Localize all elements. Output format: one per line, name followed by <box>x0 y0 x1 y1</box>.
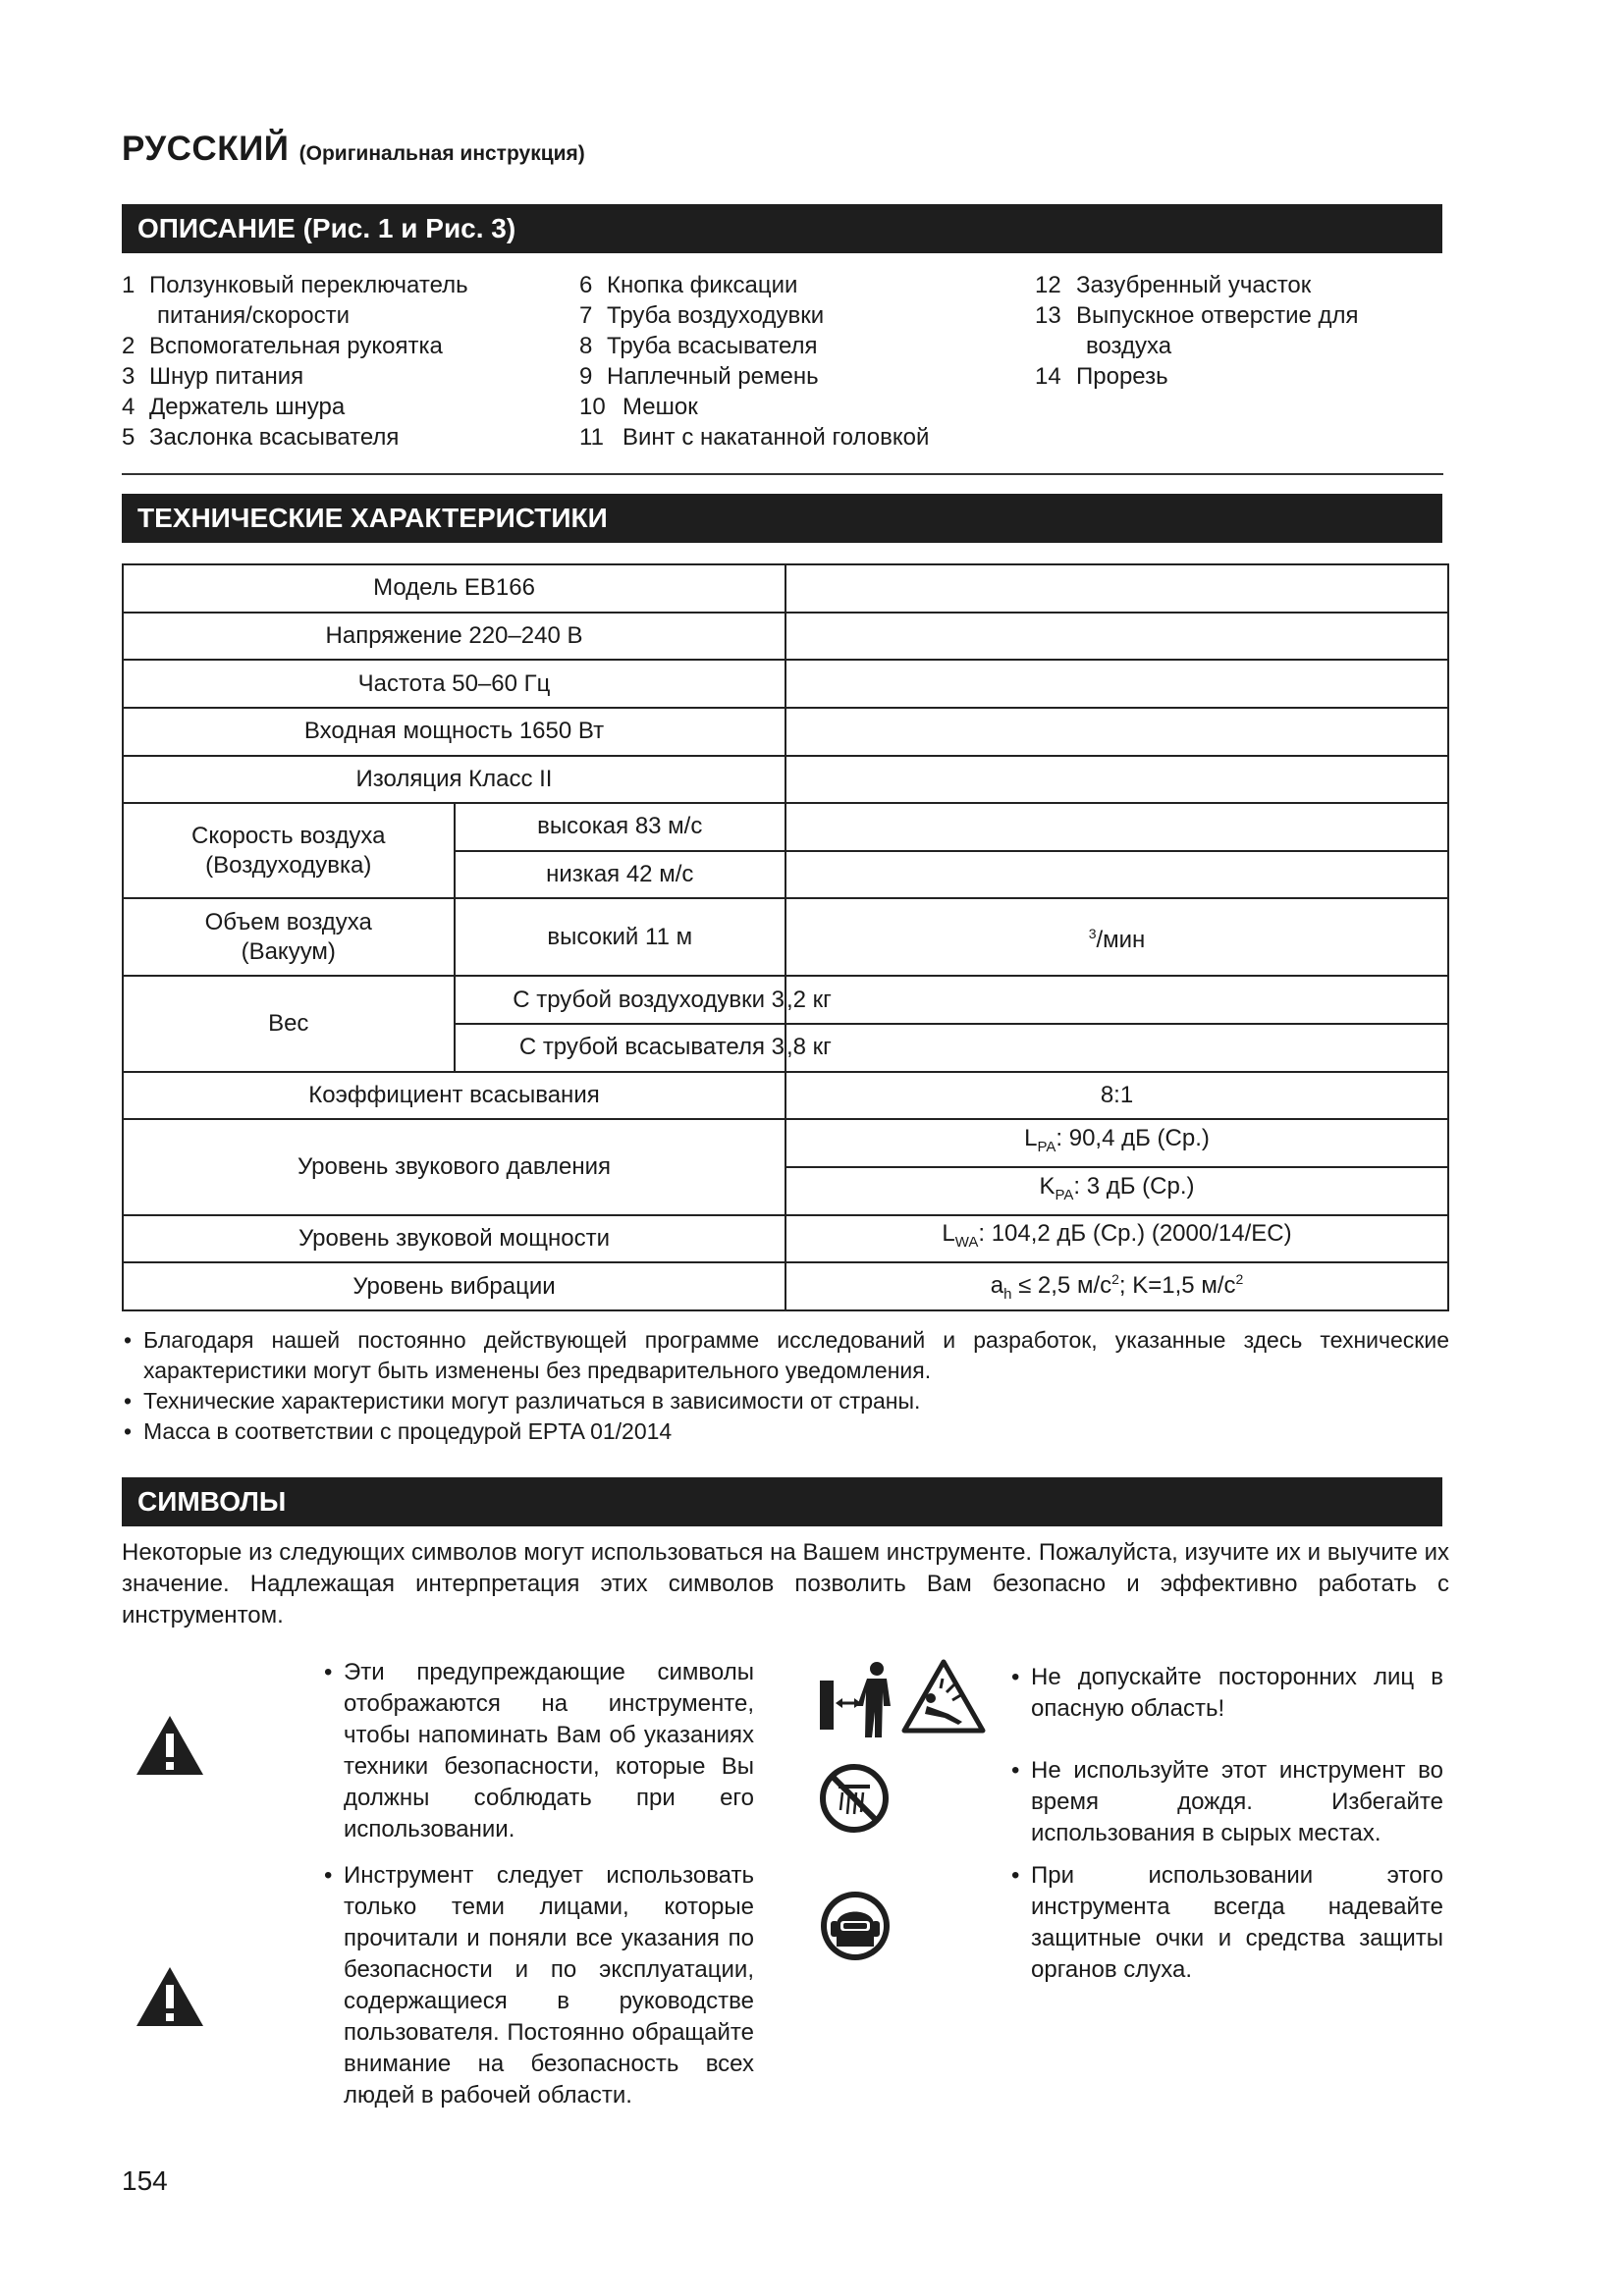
note-item: • Благодаря нашей постоянно действующей программе исследований и разработок, указанные здесь технические характеристики могут быть изменены без предварительного уведомления. <box>124 1327 1449 1383</box>
table-row <box>123 1262 1448 1310</box>
spec-empty-cell <box>785 660 1448 708</box>
symbol-text-warning-2: • Инструмент следует использовать только теми лицами, которые прочитали и поняли все указания по безопасности и по эксплуатации, содержащиеся в руководстве пользователя. Постоянно обращайте внимание на безопасность всех людей в рабочей области. <box>324 1862 754 2109</box>
list-item: 2 Вспомогательная рукоятка <box>122 333 443 359</box>
spec-suction-value: 8:1 <box>785 1072 1448 1120</box>
spec-weight-vacuum-b: ,8 кг <box>785 1024 1448 1072</box>
list-item: 1 Ползунковый переключатель <box>122 272 468 298</box>
spec-air-speed-low: низкая 42 м/с <box>455 851 786 899</box>
table-row <box>123 613 1448 661</box>
list-item: 11 Винт с накатанной головкой <box>579 424 930 451</box>
table-row <box>123 1072 1448 1120</box>
spec-frequency: Частота 50–60 Гц <box>123 660 785 708</box>
spec-empty-cell <box>785 756 1448 804</box>
symbol-text-rain: • Не используйте этот инструмент во время дождя. Избегайте использования в сырых местах. <box>1011 1757 1443 1846</box>
list-item: 7 Труба воздуходувки <box>579 302 825 329</box>
list-item: 3 Шнур питания <box>122 363 304 390</box>
specs-table <box>122 563 1449 1311</box>
specs-notes <box>122 1325 1449 1447</box>
no-rain-icon <box>819 1763 890 1834</box>
table-row <box>123 1119 1448 1167</box>
spec-empty-cell <box>785 613 1448 661</box>
list-item: 8 Труба всасывателя <box>579 333 818 359</box>
list-item-continuation: воздуха <box>1086 333 1172 359</box>
symbol-text-bystanders: • Не допускайте посторонних лиц в опасную область! <box>1011 1664 1443 1722</box>
spec-lpa: $L_{PA}$: 90,4 дБ (Ср.) <box>785 1119 1448 1167</box>
page-number: 154 <box>122 2165 168 2196</box>
symbols-section-header: СИМВОЛЫ <box>122 1477 1442 1526</box>
note-item: • Технические характеристики могут различаться в зависимости от страны. <box>124 1388 921 1414</box>
section-divider <box>122 473 1443 475</box>
specs-section-header: ТЕХНИЧЕСКИЕ ХАРАКТЕРИСТИКИ <box>122 494 1442 543</box>
description-section-header: ОПИСАНИЕ (Рис. 1 и Рис. 3) <box>122 204 1442 253</box>
spec-weight-vacuum-a: С трубой всасывателя 3 <box>455 1024 786 1072</box>
spec-voltage: Напряжение 220–240 В <box>123 613 785 661</box>
spec-vibration-label: Уровень вибрации <box>123 1262 785 1310</box>
list-item: 13 Выпускное отверстие для <box>1035 302 1359 329</box>
spec-empty-cell <box>785 708 1448 756</box>
description-list-col-2 <box>579 270 929 453</box>
spec-air-volume-value: высокий 11 м <box>455 898 786 976</box>
spec-pressure-label: Уровень звукового давления <box>123 1119 785 1214</box>
spec-empty-cell <box>785 803 1448 851</box>
spec-air-volume-label: Объем воздуха (Вакуум) <box>123 898 455 976</box>
symbol-text-warning-1: • Эти предупреждающие символы отображаются на инструменте, чтобы напоминать Вам об указаниях техники безопасности, которые Вы должны соблюдать при его использовании. <box>324 1659 754 1842</box>
language-heading <box>122 130 585 169</box>
spec-input-power: Входная мощность 1650 Вт <box>123 708 785 756</box>
spec-model: Модель EB166 <box>123 564 785 613</box>
table-row <box>123 756 1448 804</box>
warning-triangle-icon <box>135 1714 205 1777</box>
table-row <box>123 660 1448 708</box>
spec-power-label: Уровень звуковой мощности <box>123 1215 785 1263</box>
spec-insulation: Изоляция Класс II <box>123 756 785 804</box>
list-item: 14 Прорезь <box>1035 363 1168 390</box>
description-list-col-3 <box>1035 270 1359 392</box>
list-item: 10 Мешок <box>579 394 698 420</box>
list-item: 4 Держатель шнура <box>122 394 346 420</box>
note-item: • Масса в соответствии с процедурой EPTA 01/2014 <box>124 1418 673 1444</box>
symbol-text-protection: • При использовании этого инструмента всегда надевайте защитные очки и средства защиты органов слуха. <box>1011 1862 1443 1983</box>
specs-table-wrapper <box>122 563 1449 1311</box>
spec-vibration-value: $a_h \le 2,5$ $м/с^2$; K=1,5 $м/с^2$ <box>785 1262 1448 1310</box>
spec-air-speed-label: Скорость воздуха (Воздуходувка) <box>123 803 455 898</box>
spec-empty-cell <box>785 564 1448 613</box>
eye-ear-protection-icon <box>819 1890 892 1962</box>
spec-weight-blower-b: ,2 кг <box>785 976 1448 1024</box>
list-item: 5 Заслонка всасывателя <box>122 424 400 451</box>
spec-air-speed-high: высокая 83 м/с <box>455 803 786 851</box>
language-subtitle: (Оригинальная инструкция) <box>298 142 585 165</box>
spec-lwa: $L_{WA}$: 104,2 дБ (Ср.) (2000/14/EC) <box>785 1215 1448 1263</box>
spec-weight-blower-a: С трубой воздуходувки 3 <box>455 976 786 1024</box>
flying-debris-warning-icon <box>901 1659 986 1734</box>
table-row <box>123 564 1448 613</box>
table-row <box>123 1215 1448 1263</box>
table-row <box>123 976 1448 1024</box>
symbols-intro: Некоторые из следующих символов могут использоваться на Вашем инструменте. Пожалуйста, изучите их и выучите их значение. Надлежащая интерпретация этих символов позволить Вам безопасно и эффективно работать с инструментом. <box>122 1539 1449 1629</box>
table-row <box>123 898 1448 976</box>
language-title: РУССКИЙ <box>122 130 290 168</box>
list-item: 12 Зазубренный участок <box>1035 272 1312 298</box>
spec-kpa: $K_{PA}$: 3 дБ (Ср.) <box>785 1167 1448 1215</box>
list-item: 6 Кнопка фиксации <box>579 272 798 298</box>
table-row <box>123 803 1448 851</box>
spec-empty-cell <box>785 851 1448 899</box>
description-list-col-1 <box>122 270 468 453</box>
spec-weight-label: Вес <box>123 976 455 1071</box>
table-row <box>123 708 1448 756</box>
warning-triangle-icon <box>135 1965 205 2028</box>
spec-air-volume-unit: $^3$/мин <box>785 898 1448 976</box>
keep-distance-icon <box>818 1659 896 1739</box>
list-item-continuation: питания/скорости <box>157 302 351 329</box>
list-item: 9 Наплечный ремень <box>579 363 819 390</box>
spec-suction-label: Коэффициент всасывания <box>123 1072 785 1120</box>
